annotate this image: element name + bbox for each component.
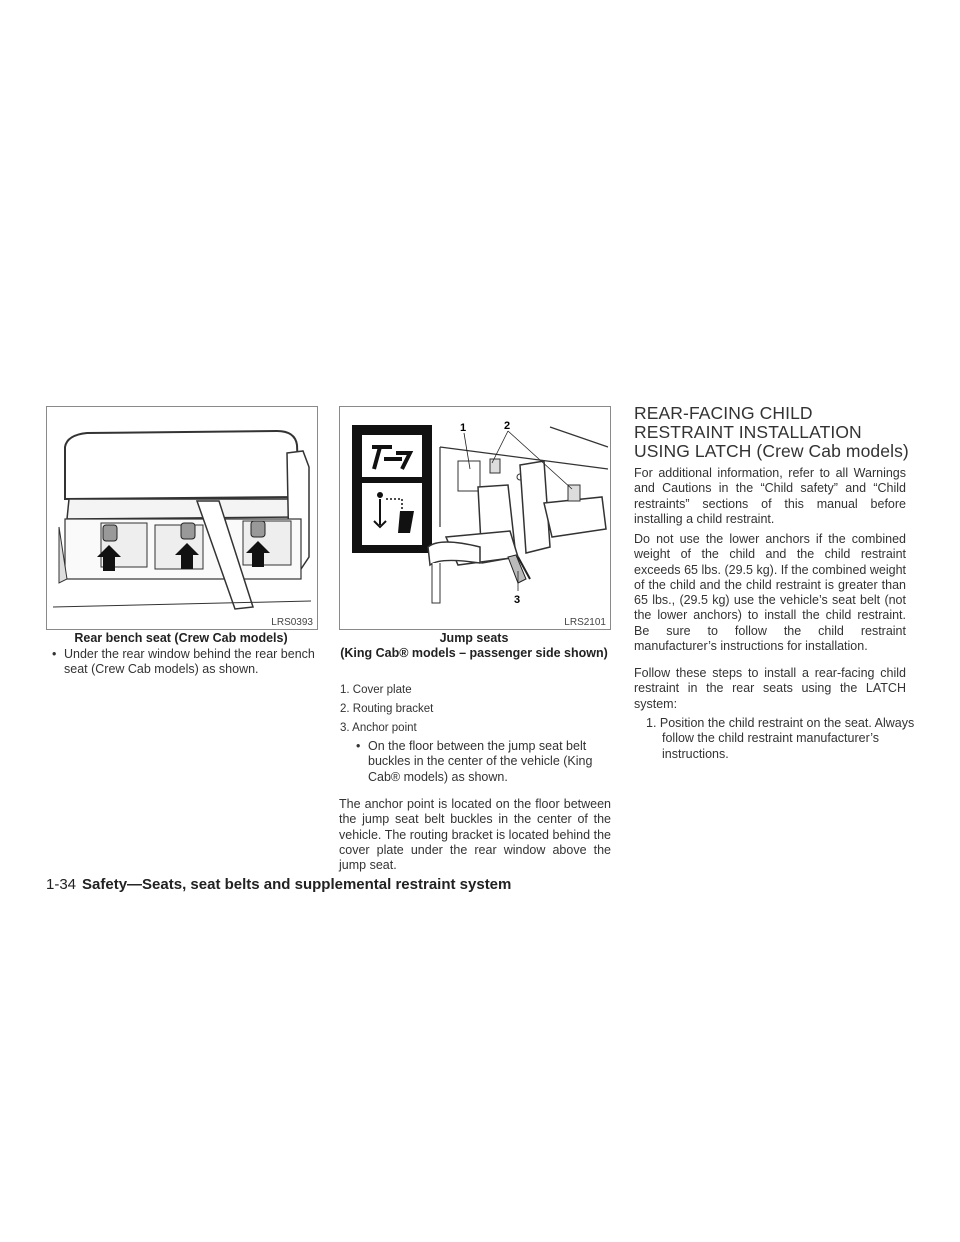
left-figure-caption: Rear bench seat (Crew Cab models) <box>74 631 288 645</box>
figure-code: LRS2101 <box>564 617 606 628</box>
middle-bullet <box>356 739 610 785</box>
legend-item-3: 3. Anchor point <box>340 722 417 734</box>
jump-seats-figure <box>339 406 611 630</box>
legend-item-1: 1. Cover plate <box>340 684 412 696</box>
right-paragraph-2: Do not use the lower anchors if the combined weight of the child and the child restraint exceeds 65 lbs. (29.5 kg). If the combined weight of the child and the child restraint is greater than 65 lbs., (29.5 kg) use the vehicle’s seat belt (not the lower anchors) to install the child restraint. Be sure to follow the child restraint manufacturer’s instructions for installation. <box>634 532 906 654</box>
rear-bench-seat-illustration <box>47 407 317 629</box>
middle-figure-caption <box>339 631 609 661</box>
chapter-title: Safety—Seats, seat belts and supplemental restraint system <box>82 876 512 893</box>
jump-seats-illustration <box>340 407 610 629</box>
step-1-text: 1. Position the child restraint on the seat. Always follow the child restraint manufacturer’s instructions. <box>646 716 915 761</box>
middle-paragraph: The anchor point is located on the floor between the jump seat belt buckles in the center of the vehicle. The routing bracket is located behind the cover plate under the rear window above the jump seat. <box>339 797 611 873</box>
callout-2: 2 <box>504 420 511 432</box>
right-paragraph-3: Follow these steps to install a rear-facing child restraint in the rear seats using the LATCH system: <box>634 666 906 711</box>
page-footer <box>46 876 511 893</box>
step-1 <box>646 716 922 762</box>
middle-caption-line1: Jump seats <box>439 631 509 645</box>
page-number: 1-34 <box>46 876 77 893</box>
bullet-dot: • <box>356 739 361 753</box>
left-bullet-text: Under the rear window behind the rear bench seat (Crew Cab models) as shown. <box>64 647 315 677</box>
middle-caption-line2: (King Cab® models – passenger side shown) <box>340 646 608 660</box>
section-heading: REAR-FACING CHILD RESTRAINT INSTALLATION USING LATCH (Crew Cab models) <box>634 403 909 461</box>
callout-1: 1 <box>460 422 467 434</box>
middle-bullet-text: On the floor between the jump seat belt buckles in the center of the vehicle (King Cab® models) as shown. <box>368 739 593 784</box>
left-bullet <box>52 647 318 678</box>
rear-bench-seat-figure <box>46 406 318 630</box>
figure-code: LRS0393 <box>271 617 313 628</box>
right-paragraph-1: For additional information, refer to all Warnings and Cautions in the “Child safety” and “Child restraints” sections of this manual before installing a child restraint. <box>634 466 906 526</box>
bullet-dot: • <box>52 647 57 661</box>
callout-3: 3 <box>514 594 521 606</box>
legend-item-2: 2. Routing bracket <box>340 703 434 715</box>
